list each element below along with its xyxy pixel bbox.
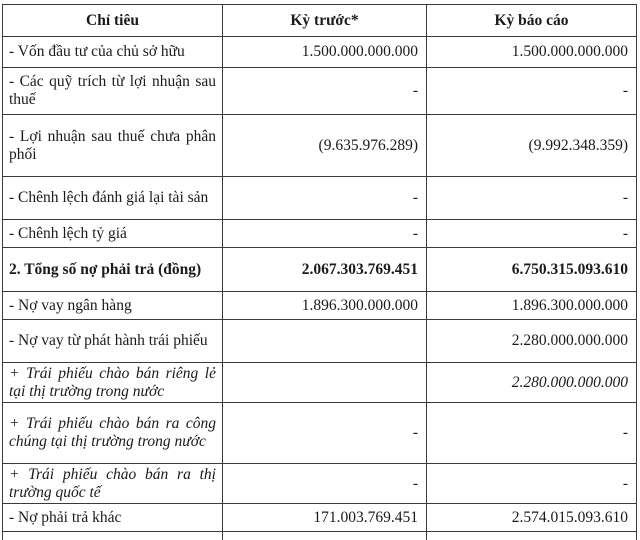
row-label: + Trái phiếu chào bán ra công chúng tại thị trường trong nước — [3, 403, 223, 464]
table-row — [3, 292, 637, 320]
row-curr-value: 2.574.015.093.610 — [427, 504, 637, 532]
row-prev-value: - — [223, 177, 427, 220]
row-curr-value: - — [427, 220, 637, 248]
row-curr-value: - — [427, 403, 637, 464]
row-label: - Nợ phải trả khác — [3, 504, 223, 532]
row-curr-value: 2.280.000.000.000 — [427, 320, 637, 363]
table-row — [3, 320, 637, 363]
table-row-total-liabilities — [3, 248, 637, 292]
row-label: - Vốn đầu tư của chủ sở hữu — [3, 37, 223, 68]
row-prev-value: 1.896.300.000.000 — [223, 292, 427, 320]
table-row — [3, 115, 637, 177]
row-label: - Nợ vay ngân hàng — [3, 292, 223, 320]
financial-table — [2, 4, 637, 540]
table-row — [3, 177, 637, 220]
table-row — [3, 464, 637, 504]
row-cut-off-cell — [3, 532, 223, 540]
row-label: - Chênh lệch đánh giá lại tài sản — [3, 177, 223, 220]
row-cut-off-cell — [427, 532, 637, 540]
row-prev-value: - — [223, 464, 427, 504]
row-prev-value: 2.067.303.769.451 — [223, 248, 427, 292]
row-curr-value: 1.896.300.000.000 — [427, 292, 637, 320]
row-label: + Trái phiếu chào bán riêng lẻ tại thị trường trong nước — [3, 363, 223, 403]
row-prev-value: 171.003.769.451 — [223, 504, 427, 532]
table-row — [3, 220, 637, 248]
table-header-row — [3, 5, 637, 37]
row-prev-value — [223, 363, 427, 403]
row-prev-value: 1.500.000.000.000 — [223, 37, 427, 68]
row-label: + Trái phiếu chào bán ra thị trường quốc tế — [3, 464, 223, 504]
row-prev-value: - — [223, 403, 427, 464]
table-row — [3, 363, 637, 403]
table-row-cut-off — [3, 532, 637, 540]
row-curr-value: - — [427, 68, 637, 115]
table-row — [3, 37, 637, 68]
table-row — [3, 68, 637, 115]
row-label: 2. Tổng số nợ phải trả (đồng) — [3, 248, 223, 292]
row-label: - Các quỹ trích từ lợi nhuận sau thuế — [3, 68, 223, 115]
row-curr-value: 6.750.315.093.610 — [427, 248, 637, 292]
row-label: - Lợi nhuận sau thuế chưa phân phối — [3, 115, 223, 177]
row-curr-value: (9.992.348.359) — [427, 115, 637, 177]
row-cut-off-cell — [223, 532, 427, 540]
header-indicator: Chỉ tiêu — [3, 5, 223, 37]
header-previous-period: Kỳ trước* — [223, 5, 427, 37]
row-label: - Chênh lệch tỷ giá — [3, 220, 223, 248]
table-row — [3, 403, 637, 464]
row-prev-value: (9.635.976.289) — [223, 115, 427, 177]
table-row — [3, 504, 637, 532]
header-reporting-period: Kỳ báo cáo — [427, 5, 637, 37]
row-curr-value: - — [427, 464, 637, 504]
row-prev-value: - — [223, 220, 427, 248]
row-label: - Nợ vay từ phát hành trái phiếu — [3, 320, 223, 363]
row-curr-value: 2.280.000.000.000 — [427, 363, 637, 403]
row-prev-value — [223, 320, 427, 363]
row-curr-value: - — [427, 177, 637, 220]
row-curr-value: 1.500.000.000.000 — [427, 37, 637, 68]
row-prev-value: - — [223, 68, 427, 115]
